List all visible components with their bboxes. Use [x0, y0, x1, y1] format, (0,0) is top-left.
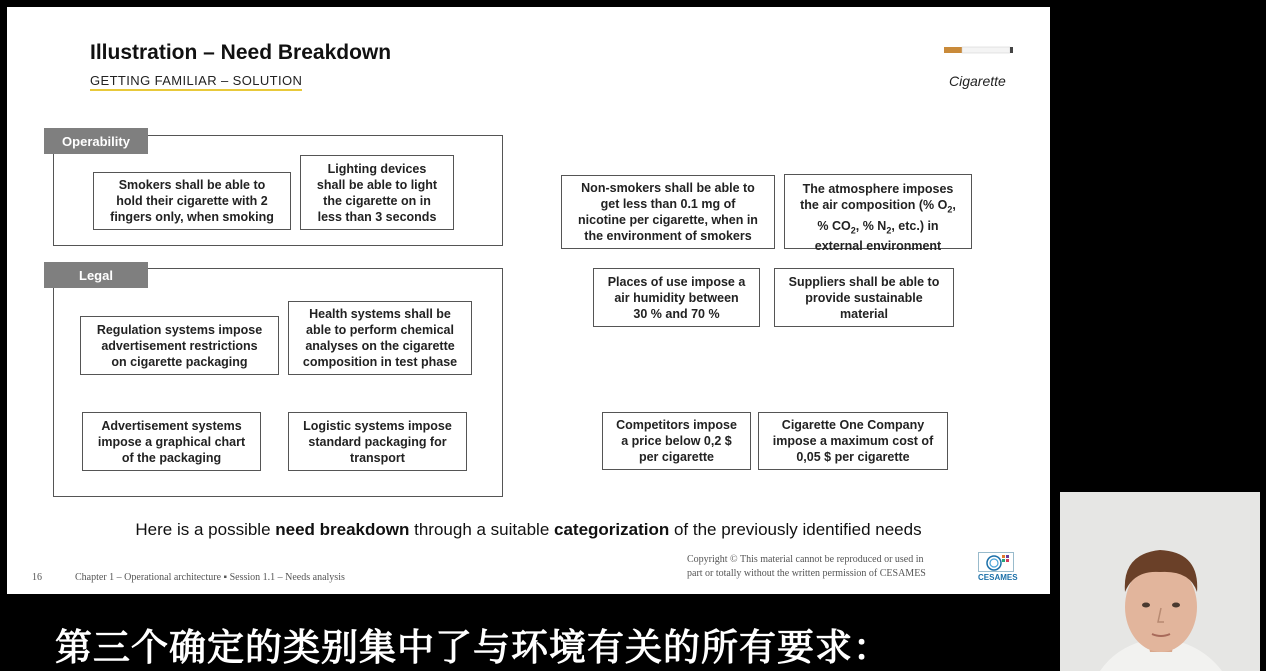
slide-caption: Here is a possible need breakdown through a suitable categorization of the previously identified needs: [135, 520, 922, 539]
presenter-webcam: [1060, 492, 1260, 671]
need-box: Competitors impose a price below 0,2 $ per cigarette: [602, 412, 751, 470]
need-box: Health systems shall be able to perform chemical analyses on the cigarette composition in test phase: [288, 301, 472, 375]
cesames-logo: [978, 552, 1014, 572]
cigarette-icon: [944, 46, 1014, 54]
need-box: Advertisement systems impose a graphical chart of the packaging: [82, 412, 261, 471]
copyright-notice: Copyright © This material cannot be reproduced or used in part or totally without the written permission of CESAMES: [687, 554, 926, 579]
video-subtitle: 第三个确定的类别集中了与环境有关的所有要求：: [55, 626, 891, 669]
need-box: Places of use impose a air humidity between 30 % and 70 %: [593, 268, 760, 327]
slide-subtitle: GETTING FAMILIAR – SOLUTION: [90, 73, 302, 91]
presenter-image: [1060, 492, 1260, 671]
need-box: Logistic systems impose standard packaging for transport: [288, 412, 467, 471]
need-box: Regulation systems impose advertisement restrictions on cigarette packaging: [80, 316, 279, 375]
chapter-footer: Chapter 1 – Operational architecture ▪ Session 1.1 – Needs analysis: [75, 572, 345, 583]
need-box: Non-smokers shall be able to get less than 0.1 mg of nicotine per cigarette, when in the environment of smokers: [561, 175, 775, 249]
operability-tab: Operability: [44, 128, 148, 154]
need-box: Smokers shall be able to hold their cigarette with 2 fingers only, when smoking: [93, 172, 291, 230]
slide-title: Illustration – Need Breakdown: [90, 41, 392, 64]
legal-tab: Legal: [44, 262, 148, 288]
need-box: Cigarette One Company impose a maximum cost of 0,05 $ per cigarette: [758, 412, 948, 470]
need-box-atmosphere: The atmosphere imposes the air composition (% $O_2$, % $CO_2$, % $N_2$, etc.) in external environment: [784, 174, 972, 249]
need-box: Suppliers shall be able to provide sustainable material: [774, 268, 954, 327]
cigarette-label: Cigarette: [949, 73, 1006, 89]
cesames-logo-text: CESAMES: [978, 573, 1018, 582]
slide: [7, 7, 1050, 594]
need-box: Lighting devices shall be able to light the cigarette on in less than 3 seconds: [300, 155, 454, 230]
page-number: 16: [32, 572, 42, 583]
